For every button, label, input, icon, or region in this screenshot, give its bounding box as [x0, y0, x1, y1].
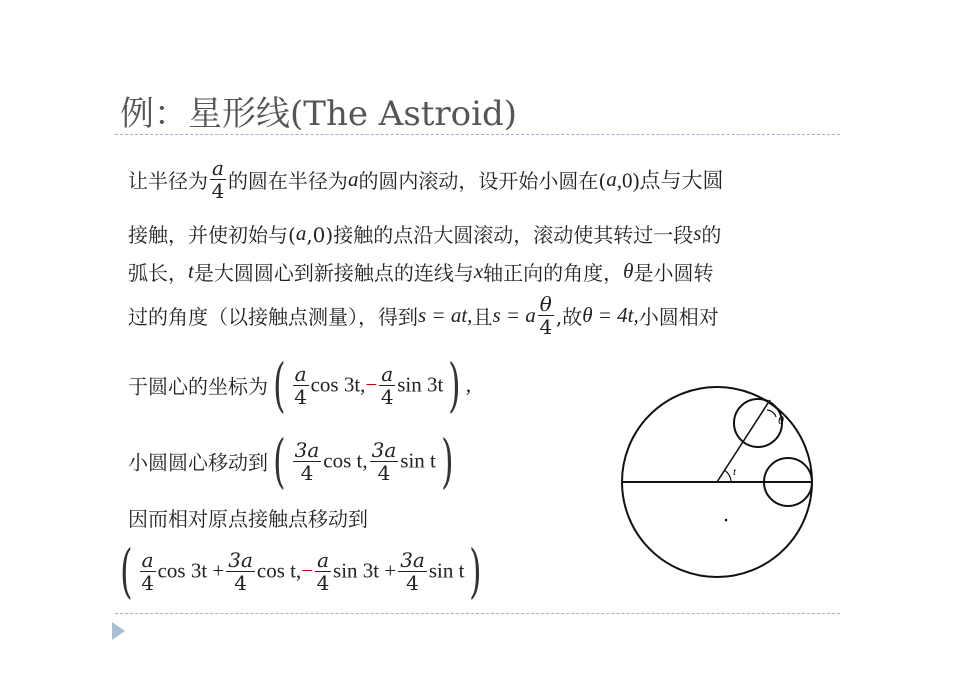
cos-3t: cos 3t,	[310, 372, 366, 397]
line3-text-a: 弧长，	[128, 261, 188, 285]
fraction-a-over-4: $\frac{a}{4}$	[316, 547, 330, 595]
right-paren: )	[469, 537, 482, 605]
t-label: t	[733, 466, 737, 478]
right-paren: )	[440, 427, 454, 495]
line3-text-e: 轴正向的角度，	[483, 261, 624, 285]
dot-mark	[725, 519, 728, 522]
line2-var-a: a	[295, 221, 307, 245]
fraction-3a-over-4: $\frac{3a}{4}$	[294, 437, 320, 485]
angle-t-arc	[724, 470, 731, 482]
text-line-8	[115, 537, 487, 605]
line1-var-a: a	[347, 167, 359, 191]
line1-text-a: 让半径为	[128, 169, 208, 193]
fraction-theta-over-4: $\frac{\theta}{4}$	[539, 292, 553, 339]
left-paren: (	[120, 537, 133, 605]
angle-theta-arc	[767, 410, 776, 417]
minus-sign: −	[301, 558, 314, 583]
slide-title: 例：星形线(The Astroid)	[120, 94, 518, 134]
line4-eq-theta: θ = 4t,	[582, 303, 639, 327]
line4-text-c: 且	[472, 305, 493, 329]
astroid-diagram	[610, 380, 840, 590]
fraction-a-over-4: $\frac{a}{4}$	[294, 361, 307, 409]
line4-text-a: 过的角度（以接触点测量），得到	[128, 305, 418, 329]
line1-var-a2: a	[606, 167, 617, 191]
line7-text-a: 因而相对原点接触点移动到	[128, 507, 368, 531]
left-paren: (	[273, 427, 286, 495]
fraction-a-over-4: $\frac{a}{4}$	[211, 156, 225, 203]
footer-divider	[115, 613, 840, 614]
left-paren: (	[273, 351, 286, 419]
line2-text-a: 接触，并使初始与(	[128, 223, 296, 247]
play-arrow-icon[interactable]	[112, 622, 125, 640]
text-line-7	[128, 503, 368, 532]
sin-3t-plus: sin 3t +	[333, 558, 397, 583]
fraction-3a-over-4: $\frac{3a}{4}$	[371, 437, 397, 485]
fraction-a-over-4: $\frac{a}{4}$	[380, 361, 394, 409]
sin-t: sin t	[400, 448, 436, 473]
theta-label: θ	[778, 413, 784, 427]
fraction-a-over-4: $\frac{a}{4}$	[141, 547, 154, 595]
fraction-3a-over-4: $\frac{3a}{4}$	[400, 547, 425, 595]
line5-text-a: 于圆心的坐标为	[128, 374, 268, 399]
small-circle-rolled	[734, 399, 782, 447]
sin-t: sin t	[428, 558, 465, 583]
cos-3t-plus: cos 3t +	[157, 558, 225, 583]
line3-text-g: 是小圆转	[633, 261, 714, 285]
text-line-1	[128, 158, 724, 201]
line3-var-t: t	[188, 259, 194, 283]
text-line-6	[128, 427, 459, 495]
right-paren: )	[448, 351, 461, 419]
line4-eq-s-a: s = a	[492, 303, 536, 327]
line3-text-c: 是大圆圆心到新接触点的连线与	[193, 261, 474, 285]
title-divider	[115, 134, 840, 135]
fraction-3a-over-4: $\frac{3a}{4}$	[228, 547, 253, 595]
cos-t: cos t,	[256, 558, 302, 583]
sin-3t: sin 3t	[397, 372, 444, 397]
cos-t: cos t,	[323, 448, 368, 473]
line1-text-f: ,0)点与大圆	[616, 168, 724, 193]
line2-text-e: 的	[701, 223, 722, 247]
line1-text-b: 的圆在半径为	[227, 169, 348, 193]
line4-text-g: 小圆相对	[638, 305, 719, 329]
line4-eq-s-at: s = at,	[418, 303, 473, 327]
line4-text-e: ,故	[555, 305, 583, 329]
text-line-2	[128, 219, 721, 248]
comma: ,	[465, 372, 472, 397]
line3-var-x: x	[473, 259, 484, 283]
line1-text-d: 的圆内滚动，设开始小圆在(	[358, 169, 607, 193]
text-line-3	[128, 257, 714, 286]
line3-var-theta: θ	[623, 259, 634, 283]
line2-text-c: ,0)接触的点沿大圆滚动，滚动使其转过一段	[306, 223, 694, 247]
text-line-4	[128, 294, 719, 337]
line6-text-a: 小圆圆心移动到	[128, 450, 268, 475]
text-line-5	[128, 351, 472, 419]
minus-sign: −	[365, 372, 378, 397]
radius-line	[717, 400, 770, 482]
line2-var-s: s	[693, 221, 702, 245]
